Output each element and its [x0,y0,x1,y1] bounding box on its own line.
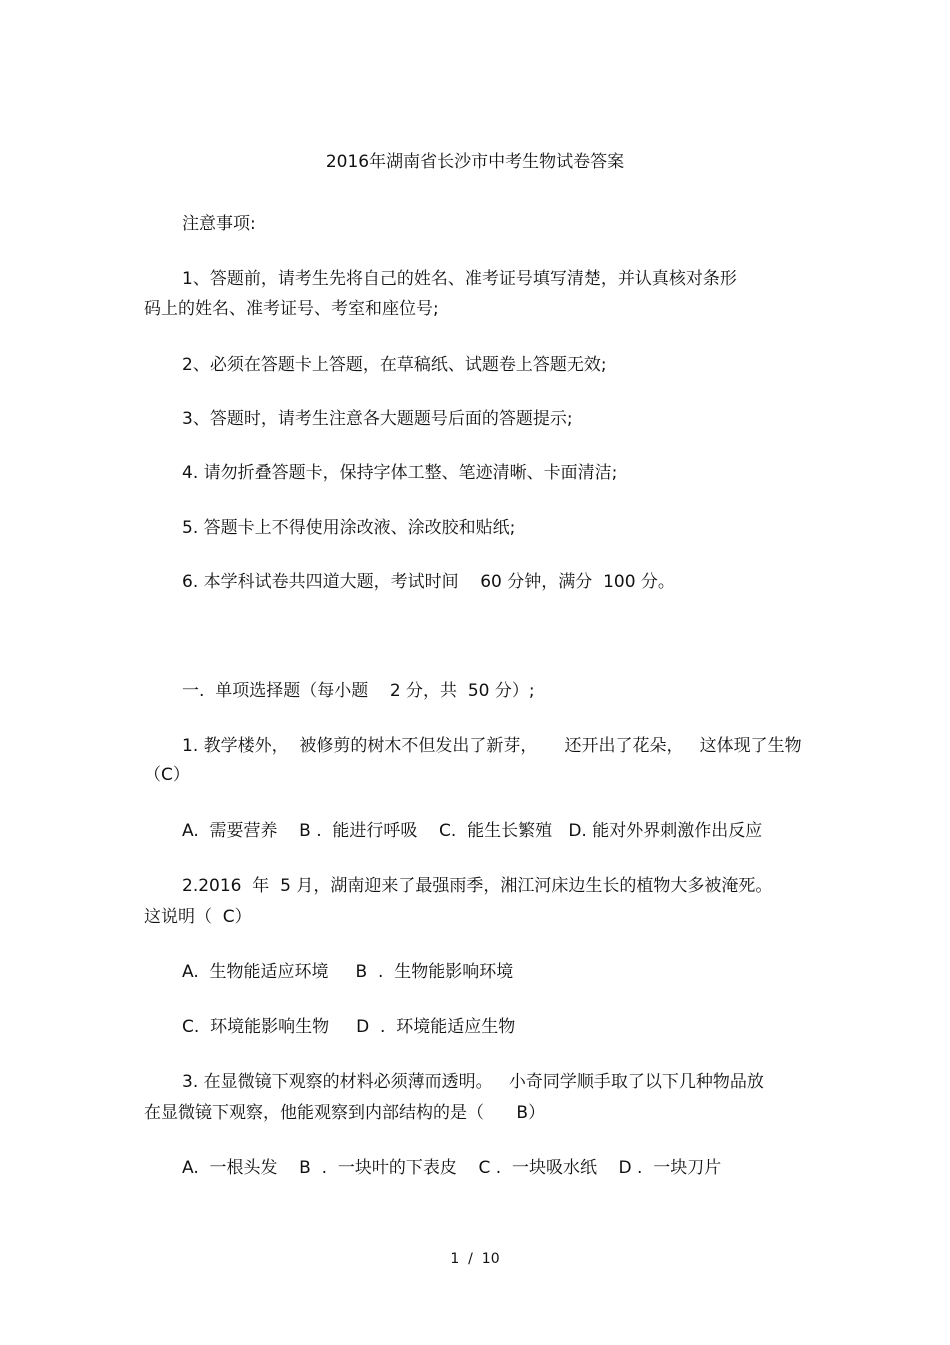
notice-item-2: 2、必须在答题卡上答题，在草稿纸、试题卷上答题无效; [182,355,607,375]
question-2-line-1: 2.2016 年 5 月，湖南迎来了最强雨季，湘江河床边生长的植物大多被淹死。 [182,876,773,896]
notice-heading: 注意事项: [182,214,256,234]
document-title: 2016年湖南省长沙市中考生物试卷答案 [325,152,625,172]
question-2-options-line-1: A. 生物能适应环境 B . 生物能影响环境 [182,962,514,982]
question-1-line-1: 1. 教学楼外， 被修剪的树木不但发出了新芽， 还开出了花朵， 这体现了生物 [182,736,802,756]
question-3-line-1: 3. 在显微镜下观察的材料必须薄而透明。 小奇同学顺手取了以下几种物品放 [182,1072,764,1092]
question-1-options: A. 需要营养 B . 能进行呼吸 C. 能生长繁殖 D. 能对外界刺激作出反应 [182,821,763,841]
notice-item-1-line-2: 码上的姓名、准考证号、考室和座位号; [144,299,439,319]
section-1-heading: 一. 单项选择题（每小题 2 分，共 50 分）; [182,681,535,701]
question-1-line-2: （C） [144,765,190,785]
question-2-options-line-2: C. 环境能影响生物 D . 环境能适应生物 [182,1017,516,1037]
question-3-line-2: 在显微镜下观察，他能观察到内部结构的是（ B） [144,1103,546,1123]
notice-item-6: 6. 本学科试卷共四道大题，考试时间 60 分钟，满分 100 分。 [182,572,675,592]
notice-item-1-line-1: 1、答题前，请考生先将自己的姓名、准考证号填写清楚，并认真核对条形 [182,269,737,289]
question-3-options: A. 一根头发 B . 一块叶的下表皮 C . 一块吸水纸 D . 一块刀片 [182,1158,722,1178]
notice-item-3: 3、答题时，请考生注意各大题题号后面的答题提示; [182,409,573,429]
page-number: 1 / 10 [450,1251,500,1267]
notice-item-5: 5. 答题卡上不得使用涂改液、涂改胶和贴纸; [182,518,516,538]
notice-item-4: 4. 请勿折叠答题卡，保持字体工整、笔迹清晰、卡面清洁; [182,463,618,483]
question-2-line-2: 这说明（ C） [144,907,252,927]
